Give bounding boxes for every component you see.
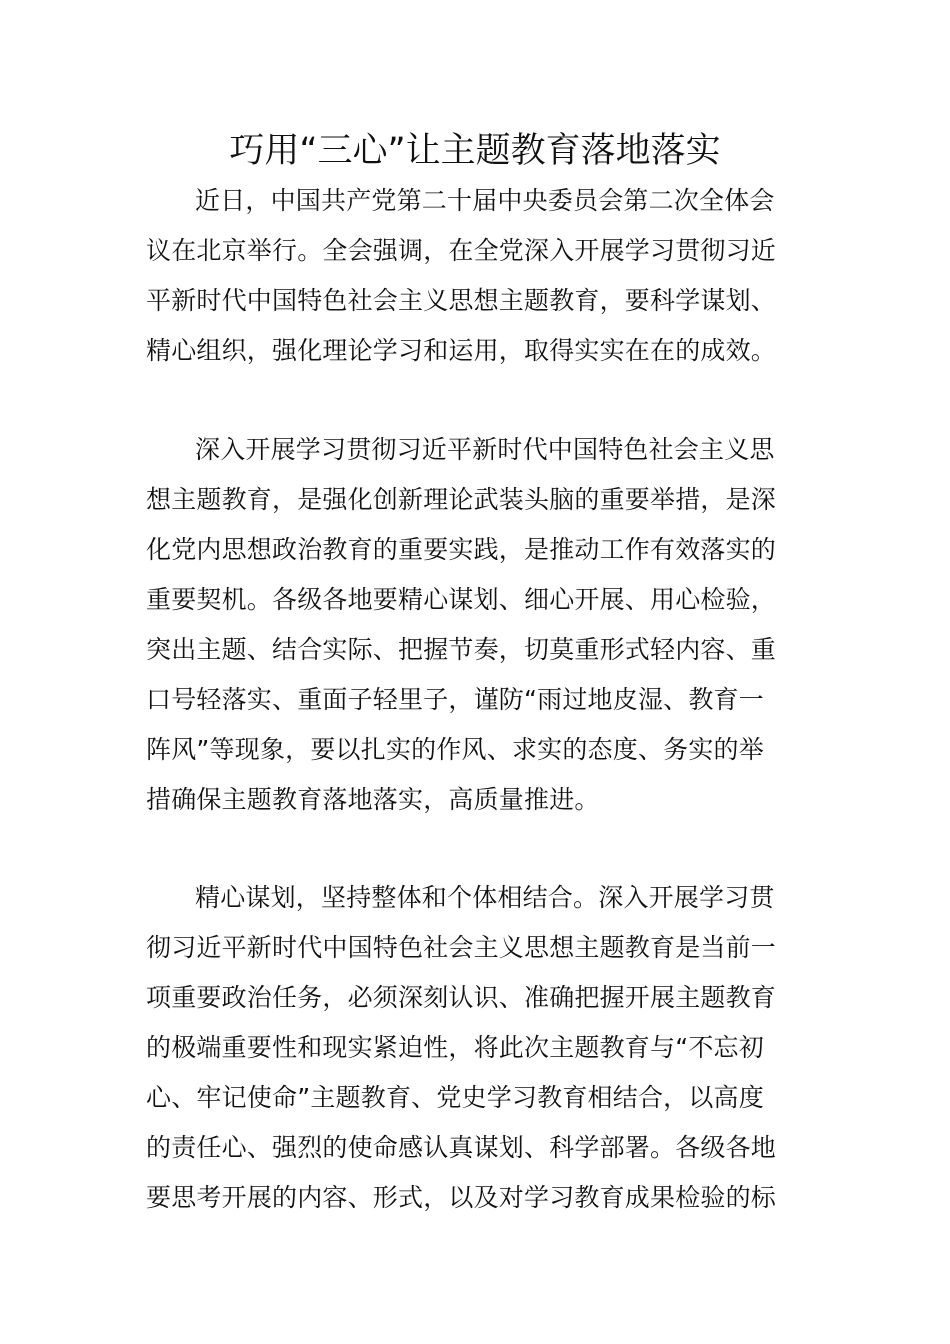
paragraph-1-line-3: 平新时代中国特色社会主义思想主题教育，要科学谋划、 bbox=[146, 286, 777, 315]
paragraph-3-line-3: 项重要政治任务，必须深刻认识、准确把握开展主题教育 bbox=[146, 983, 777, 1012]
paragraph-2-line-2: 想主题教育，是强化创新理论武装头脑的重要举措，是深 bbox=[146, 485, 777, 514]
paragraph-3-line-7: 要思考开展的内容、形式，以及对学习教育成果检验的标 bbox=[146, 1183, 777, 1212]
paragraph-2-line-5: 突出主题、结合实际、把握节奏，切莫重形式轻内容、重 bbox=[146, 635, 777, 664]
paragraph-1-line-1: 近日，中国共产党第二十届中央委员会第二次全体会 bbox=[195, 186, 775, 215]
paragraph-1-line-4: 精心组织，强化理论学习和运用，取得实实在在的成效。 bbox=[146, 336, 777, 365]
paragraph-2-line-3: 化党内思想政治教育的重要实践，是推动工作有效落实的 bbox=[146, 535, 777, 564]
document-title: 巧用“三心”让主题教育落地落实 bbox=[229, 131, 721, 171]
paragraph-3-line-1: 精心谋划，坚持整体和个体相结合。深入开展学习贯 bbox=[195, 883, 775, 912]
paragraph-3-line-5: 心、牢记使命”主题教育、党史学习教育相结合，以高度 bbox=[146, 1083, 764, 1112]
paragraph-3-line-4: 的极端重要性和现实紧迫性，将此次主题教育与“不忘初 bbox=[146, 1033, 764, 1062]
paragraph-2-line-1: 深入开展学习贯彻习近平新时代中国特色社会主义思 bbox=[195, 435, 775, 464]
paragraph-2-line-7: 阵风”等现象，要以扎实的作风、求实的态度、务实的举 bbox=[146, 735, 764, 764]
paragraph-2-line-8: 措确保主题教育落地落实，高质量推进。 bbox=[146, 785, 600, 814]
paragraph-2-line-4: 重要契机。各级各地要精心谋划、细心开展、用心检验， bbox=[146, 585, 777, 614]
paragraph-2-line-6: 口号轻落实、重面子轻里子，谨防“雨过地皮湿、教育一 bbox=[146, 685, 764, 714]
paragraph-3-line-2: 彻习近平新时代中国特色社会主义思想主题教育是当前一 bbox=[146, 933, 777, 962]
paragraph-3-line-6: 的责任心、强烈的使命感认真谋划、科学部署。各级各地 bbox=[146, 1133, 777, 1162]
paragraph-1-line-2: 议在北京举行。全会强调，在全党深入开展学习贯彻习近 bbox=[146, 236, 777, 265]
